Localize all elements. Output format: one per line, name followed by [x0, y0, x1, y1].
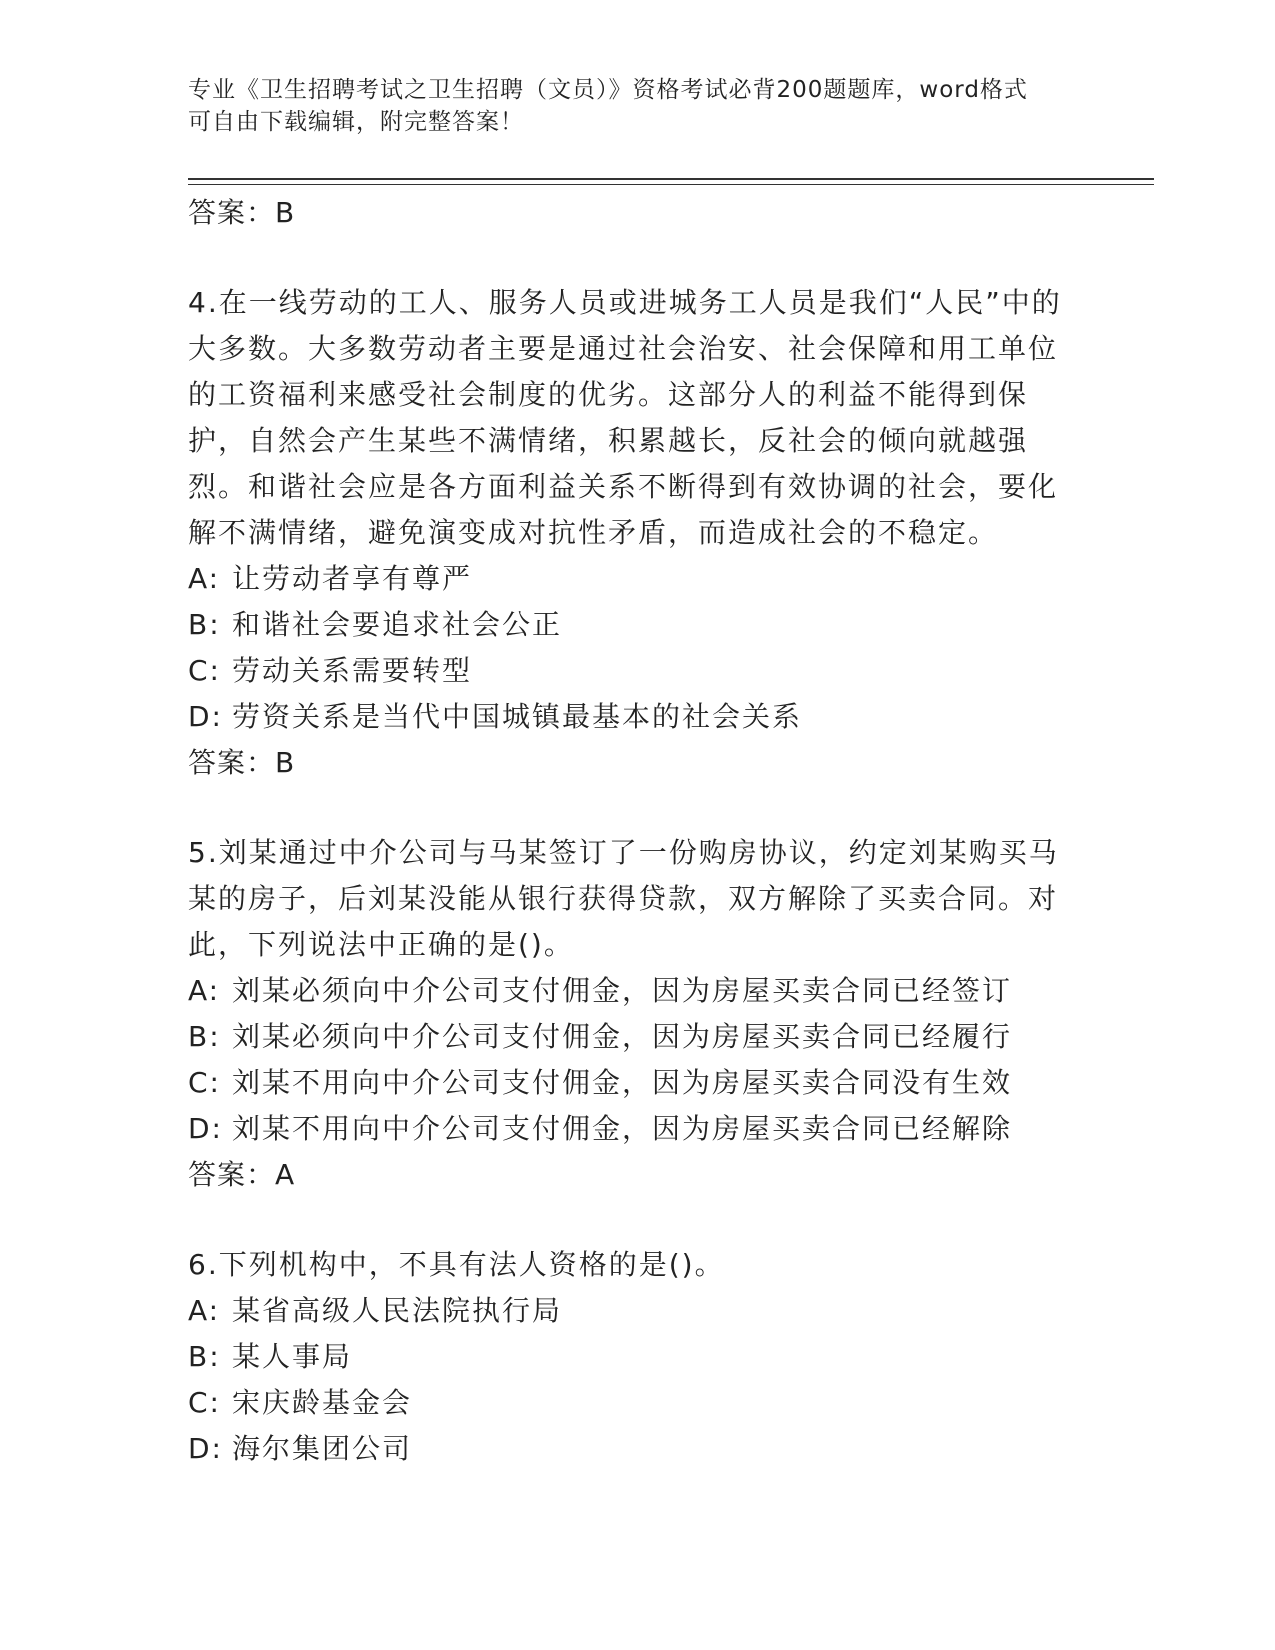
document-body	[188, 190, 1068, 1472]
option-text: 刘某不用向中介公司支付佣金，因为房屋买卖合同已经解除	[232, 1112, 1013, 1145]
option-text: 刘某必须向中介公司支付佣金，因为房屋买卖合同已经签订	[232, 974, 1013, 1007]
option-letter: C:	[188, 1066, 221, 1099]
question-stem: 4.在一线劳动的工人、服务人员或进城务工人员是我们“人民”中的大多数。大多数劳动者主要是通过社会治安、社会保障和用工单位的工资福利来感受社会制度的优劣。这部分人的利益不能得到保护，自然会产生某些不满情绪，积累越长，反社会的倾向就越强烈。和谐社会应是各方面利益关系不断得到有效协调的社会，要化解不满情绪，避免演变成对抗性矛盾，而造成社会的不稳定。	[188, 286, 1062, 549]
question-stem: 5.刘某通过中介公司与马某签订了一份购房协议，约定刘某购买马某的房子，后刘某没能从银行获得贷款，双方解除了买卖合同。对此，下列说法中正确的是()。	[188, 836, 1059, 961]
option-letter: B:	[188, 1020, 221, 1053]
option-text: 某人事局	[232, 1340, 353, 1373]
question-5	[188, 830, 1068, 1198]
option-letter: B:	[188, 1340, 221, 1373]
question-4	[188, 280, 1068, 786]
option-text: 海尔集团公司	[232, 1432, 413, 1465]
option-letter: A:	[188, 1294, 221, 1327]
option-text: 劳资关系是当代中国城镇最基本的社会关系	[232, 700, 803, 733]
option-b	[188, 1334, 1068, 1380]
option-text: 让劳动者享有尊严	[232, 562, 473, 595]
header-line-1: 专业《卫生招聘考试之卫生招聘（文员）》资格考试必背200题题库，word格式	[188, 77, 1028, 103]
option-text: 和谐社会要追求社会公正	[232, 608, 563, 641]
option-letter: D:	[188, 1112, 223, 1145]
option-c	[188, 1060, 1068, 1106]
option-text: 劳动关系需要转型	[232, 654, 473, 687]
option-letter: A:	[188, 562, 221, 595]
header-divider	[188, 178, 1154, 185]
option-letter: D:	[188, 700, 223, 733]
answer-line: 答案：B	[188, 746, 296, 779]
option-a	[188, 1288, 1068, 1334]
answer-line: 答案：B	[188, 196, 296, 229]
page-header	[188, 74, 1068, 138]
option-letter: D:	[188, 1432, 223, 1465]
option-a	[188, 968, 1068, 1014]
option-d	[188, 694, 1068, 740]
option-d	[188, 1426, 1068, 1472]
header-line-2: 可自由下载编辑，附完整答案！	[188, 109, 524, 135]
option-a	[188, 556, 1068, 602]
option-letter: B:	[188, 608, 221, 641]
option-text: 刘某必须向中介公司支付佣金，因为房屋买卖合同已经履行	[232, 1020, 1013, 1053]
question-stem: 6.下列机构中，不具有法人资格的是()。	[188, 1248, 725, 1281]
option-text: 某省高级人民法院执行局	[232, 1294, 563, 1327]
option-letter: C:	[188, 654, 221, 687]
option-c	[188, 1380, 1068, 1426]
option-text: 刘某不用向中介公司支付佣金，因为房屋买卖合同没有生效	[232, 1066, 1013, 1099]
option-text: 宋庆龄基金会	[232, 1386, 413, 1419]
option-b	[188, 602, 1068, 648]
option-c	[188, 648, 1068, 694]
option-b	[188, 1014, 1068, 1060]
answer-line: 答案：A	[188, 1158, 296, 1191]
option-letter: C:	[188, 1386, 221, 1419]
question-6	[188, 1242, 1068, 1472]
option-d	[188, 1106, 1068, 1152]
option-letter: A:	[188, 974, 221, 1007]
